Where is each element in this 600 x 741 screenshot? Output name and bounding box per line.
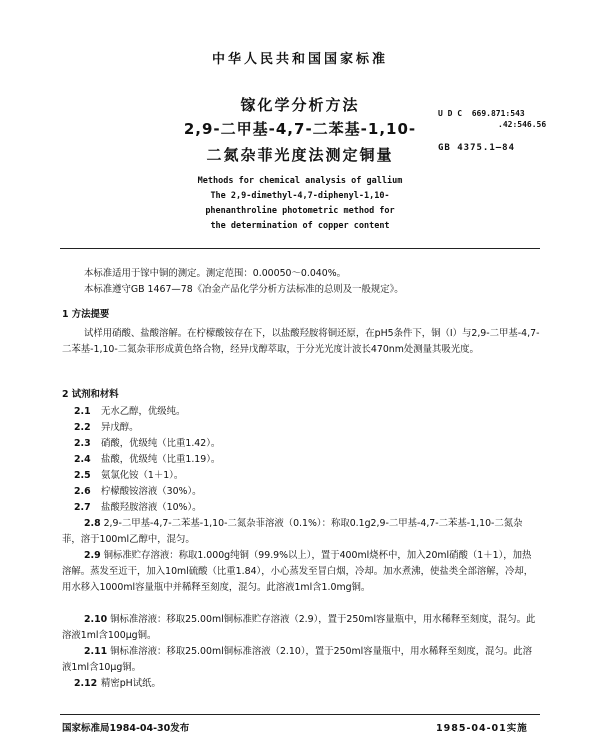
item-text: 柠檬酸铵溶液（30%）。 — [100, 486, 202, 497]
english-title — [0, 174, 600, 234]
item-text: 盐酸，优级纯（比重1.19）。 — [100, 454, 221, 465]
english-title-line-1: Methods for chemical analysis of gallium — [197, 176, 403, 186]
item-number: 2.5 — [74, 470, 91, 481]
issue-date: 国家标准局1984-04-30发布 — [62, 723, 190, 734]
gb-number: GB 4375.1—84 — [438, 143, 516, 153]
section-1-heading: 1 方法提要 — [62, 309, 110, 320]
udc-line-1: U D C 669.871:543 — [438, 109, 525, 118]
english-title-line-3: phenanthroline photometric method for — [205, 206, 395, 216]
footer-divider — [60, 714, 540, 715]
item-text: 精密pH试纸。 — [100, 678, 161, 689]
reagent-item — [74, 676, 540, 692]
item-text: 异戊醇。 — [100, 422, 139, 433]
item-number: 2.11 — [84, 646, 108, 657]
reagent-item — [74, 420, 540, 436]
item-number: 2.3 — [74, 438, 91, 449]
effective-date: 1985-04-01实施 — [436, 723, 528, 734]
section-2-heading: 2 试剂和材料 — [62, 389, 119, 400]
intro-scope: 本标准适用于镓中铜的测定。测定范围：0.00050～0.040%。 — [84, 268, 347, 279]
item-number: 2.12 — [74, 678, 98, 689]
item-number: 2.8 — [84, 518, 101, 529]
item-text: 铜标准溶液：移取25.00ml铜标准贮存溶液（2.9），置于250ml容量瓶中，用水稀释至刻度，混匀。此溶液1ml含100μg铜。 — [62, 614, 536, 641]
intro-compliance: 本标准遵守GB 1467—78《冶金产品化学分析方法标准的总则及一般规定》。 — [84, 284, 404, 295]
standard-title-line-2: 2,9-二甲基-4,7-二苯基-1,10- — [183, 120, 417, 138]
standard-title-line-3: 二氮杂菲光度法测定铜量 — [206, 146, 394, 164]
item-text: 铜标准溶液：移取25.00ml铜标准溶液（2.10），置于250ml容量瓶中，用水稀释至刻度，混匀。此溶液1ml含10μg铜。 — [62, 646, 533, 673]
reagent-item — [74, 404, 540, 420]
reagent-item — [62, 516, 540, 548]
header-divider — [60, 248, 540, 249]
english-title-line-2: The 2,9-dimethyl-4,7-diphenyl-1,10- — [210, 191, 390, 201]
reagent-item — [74, 452, 540, 468]
item-number: 2.1 — [74, 406, 91, 417]
standard-title-line-1: 镓化学分析方法 — [240, 96, 360, 114]
item-text: 氨氯化铵（1＋1）。 — [100, 470, 184, 481]
reagent-item — [74, 436, 540, 452]
item-number: 2.10 — [84, 614, 108, 625]
country-title: 中华人民共和国国家标准 — [211, 52, 388, 67]
item-number: 2.2 — [74, 422, 91, 433]
reagent-item — [62, 644, 540, 676]
reagent-item — [74, 484, 540, 500]
english-title-line-4: the determination of copper content — [210, 221, 390, 231]
section-1-text: 试样用硝酸、盐酸溶解。在柠檬酸铵存在下，以盐酸羟胺将铜还原，在pH5条件下，铜（I）与2,9-二甲基-4,7-二苯基-1,10-二氮杂菲形成黄色络合物，经异戊醇萃取，于分光光度计波长470nm处测量其吸光度。 — [62, 328, 540, 355]
reagent-item — [62, 612, 540, 644]
item-number: 2.7 — [74, 502, 91, 513]
item-text: 无水乙醇，优级纯。 — [100, 406, 186, 417]
reagent-item — [62, 548, 540, 596]
item-text: 铜标准贮存溶液：称取1.000g纯铜（99.9%以上），置于400ml烧杯中，加入20ml硝酸（1＋1），加热溶解。蒸发至近干，加入10ml硫酸（比重1.84），小心蒸发至冒白烟，冷却。加水煮沸，使盐类全部溶解，冷却，用水移入1000ml容量瓶中并稀释至刻度，混匀。此溶液1ml含1.0mg铜。 — [62, 550, 534, 593]
item-number: 2.9 — [84, 550, 101, 561]
item-text: 硝酸，优级纯（比重1.42）。 — [100, 438, 221, 449]
udc-line-2: .42:546.56 — [498, 120, 547, 129]
item-text: 盐酸羟胺溶液（10%）。 — [100, 502, 202, 513]
udc-code — [438, 108, 546, 130]
item-number: 2.4 — [74, 454, 91, 465]
reagent-item — [74, 500, 540, 516]
item-text: 2,9-二甲基-4,7-二苯基-1,10-二氮杂菲溶液（0.1%）：称取0.1g2,9-二甲基-4,7-二苯基-1,10-二氮杂菲，溶于100ml乙醇中，混匀。 — [62, 518, 523, 545]
item-number: 2.6 — [74, 486, 91, 497]
reagent-item — [74, 468, 540, 484]
